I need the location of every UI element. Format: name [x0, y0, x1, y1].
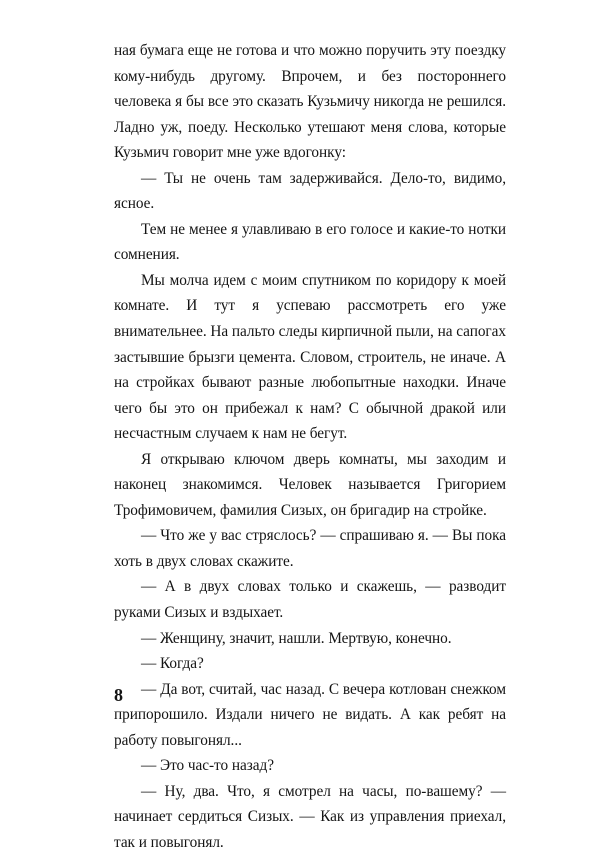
paragraph-continuation: ная бумага еще не готова и что можно поручить эту поездку кому-нибудь другому. Впрочем, и без постороннего человека я бы все это сказать Кузьмичу никогда не решился. Ладно уж, поеду. Несколько утешают меня слова, которые Кузьмич говорит мне уже вдогонку: [114, 42, 506, 162]
paragraph: Мы молча идем с моим спутником по коридору к моей комнате. И тут я успеваю рассмотреть его уже внимательнее. На пальто следы кирпичной пыли, на сапогах застывшие брызги цемента. Словом, строитель, не иначе. А на стройках бывают разные любопытные находки. Иначе чего бы это он прибежал к нам? С обычной дракой или несчастным случаем к нам не бегут. [114, 271, 506, 443]
dialogue-line: — Когда? [141, 655, 204, 673]
dialogue-line: — Это час-то назад? [141, 757, 274, 775]
dialogue-line: — Ты не очень там задерживайся. Дело-то, видимо, ясное. [114, 169, 506, 213]
dialogue-line: — Что же у вас стряслось? — спрашиваю я. — Вы пока хоть в двух словах скажите. [114, 527, 506, 570]
paragraph: Я открываю ключом дверь комнаты, мы заходим и наконец знакомимся. Человек называется Григорием Трофимовичем, фамилия Сизых, он бригадир на стройке. [114, 450, 506, 519]
dialogue-line: — Ну, два. Что, я смотрел на часы, по-вашему? — начинает сердиться Сизых. — Как из управления приехал, так и повыгонял. [114, 782, 506, 851]
page-number: 8 [114, 685, 123, 705]
dialogue-line: — А в двух словах только и скажешь, — разводит руками Сизых и вздыхает. [114, 578, 506, 622]
dialogue-line: — Да вот, считай, час назад. С вечера котлован снежком припорошило. Издали ничего не видать. А как ребят на работу повыгонял... [114, 680, 506, 749]
page-text [114, 38, 506, 856]
dialogue-line: — Женщину, значит, нашли. Мертвую, конечно. [141, 629, 452, 647]
paragraph: Тем не менее я улавливаю в его голосе и какие-то нотки сомнения. [114, 220, 506, 264]
